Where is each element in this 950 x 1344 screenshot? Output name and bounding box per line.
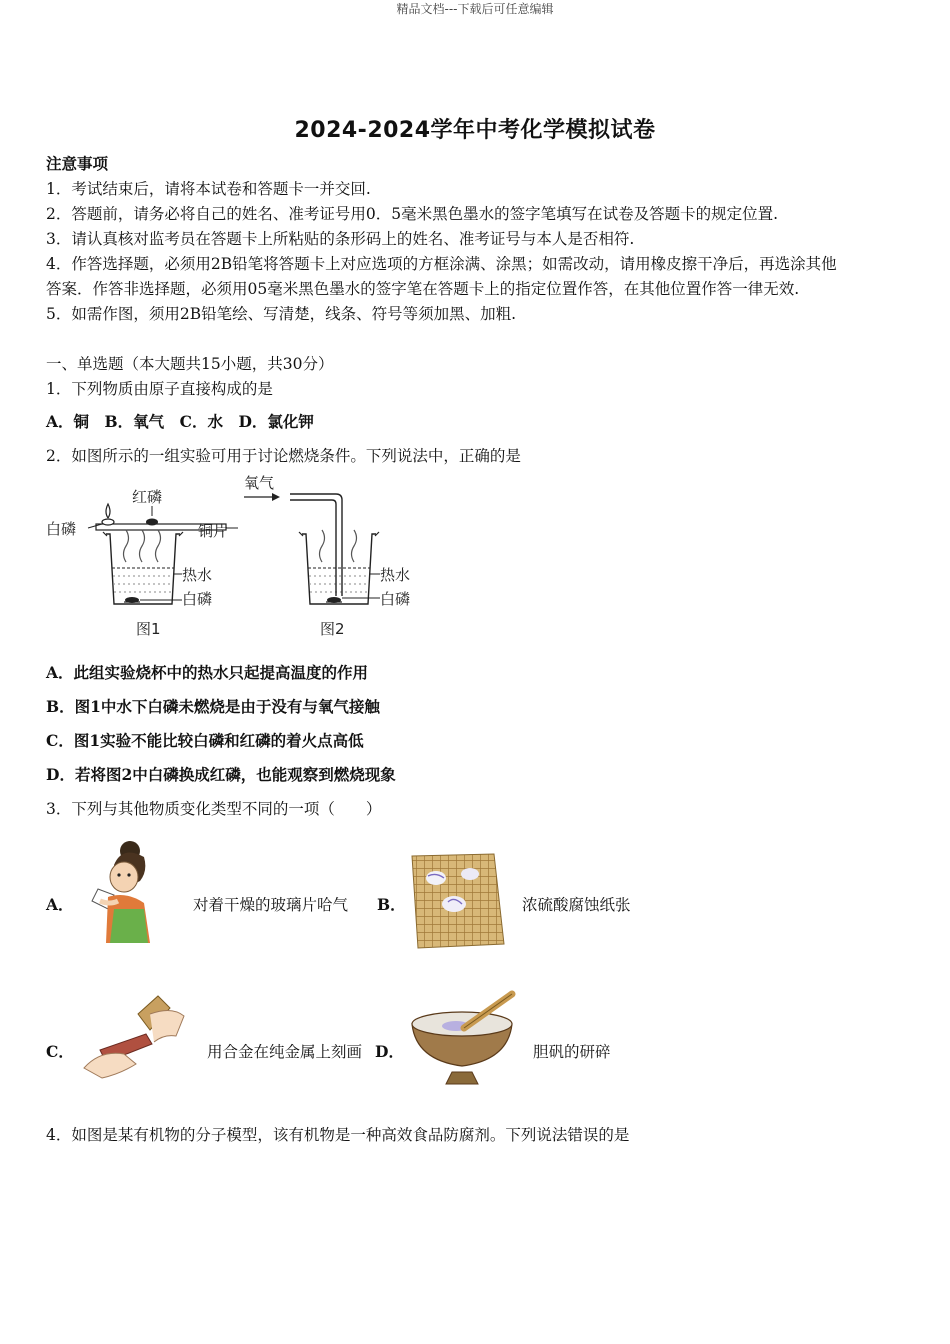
question-4-stem: 4．如图是某有机物的分子模型，该有机物是一种高效食品防腐剂。下列说法错误的是 bbox=[46, 1126, 630, 1144]
notice-heading: 注意事项 bbox=[46, 154, 109, 173]
notice-item: 5．如需作图，须用2B铅笔绘、写清楚，线条、符号等须加黑、加粗. bbox=[46, 305, 517, 323]
label-hot-water: 热水 bbox=[182, 566, 213, 584]
question-3-option-b-text: 浓硫酸腐蚀纸张 bbox=[522, 896, 631, 914]
label-white-phosphorus-bottom: 白磷 bbox=[182, 590, 213, 608]
notice-item: 答案．作答非选择题，必须用05毫米黑色墨水的签字笔在答题卡上的指定位置作答，在其他位置作答一律无效. bbox=[46, 280, 800, 298]
question-3-stem: 3．下列与其他物质变化类型不同的一项（ ） bbox=[46, 800, 382, 818]
question-2-option-b: B．图1中水下白磷未燃烧是由于没有与氧气接触 bbox=[46, 697, 380, 716]
figure-2-caption: 图2 bbox=[320, 620, 345, 638]
hands-scratching-metal-image bbox=[80, 990, 188, 1086]
figure-1-caption: 图1 bbox=[136, 620, 161, 638]
question-3-option-c-letter: C． bbox=[46, 1042, 74, 1061]
page-title: 2024-2024学年中考化学模拟试卷 bbox=[294, 118, 656, 143]
label-red-phosphorus: 红磷 bbox=[132, 488, 163, 506]
question-3-option-a-text: 对着干燥的玻璃片哈气 bbox=[193, 896, 349, 914]
figure-1-beaker bbox=[88, 504, 238, 604]
label-white-phosphorus-top: 白磷 bbox=[46, 520, 77, 538]
label-white-phosphorus-2: 白磷 bbox=[380, 590, 411, 608]
question-2-option-a: A．此组实验烧杯中的热水只起提高温度的作用 bbox=[46, 663, 369, 682]
page-header: 精品文档---下载后可任意编辑 bbox=[396, 2, 554, 16]
figure-2-beaker bbox=[244, 493, 380, 604]
notice-item: 1．考试结束后，请将本试卷和答题卡一并交回. bbox=[46, 180, 371, 198]
label-oxygen: 氧气 bbox=[244, 474, 275, 492]
question-1-options: A．铜 B．氧气 C．水 D．氯化钾 bbox=[46, 412, 314, 431]
notice-item: 2．答题前，请务必将自己的姓名、准考证号用0．5毫米黑色墨水的签字笔填写在试卷及答题卡的规定位置. bbox=[46, 205, 779, 223]
question-2-option-c: C．图1实验不能比较白磷和红磷的着火点高低 bbox=[46, 731, 364, 750]
combustion-experiment-figure bbox=[40, 470, 440, 642]
question-3-option-d-text: 胆矾的研碎 bbox=[533, 1043, 611, 1061]
question-3-option-b-letter: B． bbox=[377, 895, 406, 914]
label-copper-plate: 铜片 bbox=[198, 522, 229, 540]
question-1-stem: 1．下列物质由原子直接构成的是 bbox=[46, 380, 273, 398]
notice-item: 4．作答选择题，必须用2B铅笔将答题卡上对应选项的方框涂满、涂黑；如需改动，请用橡皮擦干净后，再选涂其他 bbox=[46, 255, 837, 273]
mortar-and-pestle-image bbox=[406, 990, 518, 1088]
girl-breathing-on-glass-image bbox=[78, 835, 170, 947]
corroded-paper-image bbox=[408, 852, 506, 950]
question-3-option-a-letter: A． bbox=[46, 895, 74, 914]
question-3-option-c-text: 用合金在纯金属上刻画 bbox=[207, 1043, 363, 1061]
section-heading: 一、单选题（本大题共15小题，共30分） bbox=[46, 355, 334, 373]
question-2-option-d: D．若将图2中白磷换成红磷，也能观察到燃烧现象 bbox=[46, 765, 396, 784]
notice-item: 3．请认真核对监考员在答题卡上所粘贴的条形码上的姓名、准考证号与本人是否相符. bbox=[46, 230, 635, 248]
label-hot-water-2: 热水 bbox=[380, 566, 411, 584]
question-3-option-d-letter: D． bbox=[375, 1042, 404, 1061]
question-2-stem: 2．如图所示的一组实验可用于讨论燃烧条件。下列说法中，正确的是 bbox=[46, 447, 521, 465]
